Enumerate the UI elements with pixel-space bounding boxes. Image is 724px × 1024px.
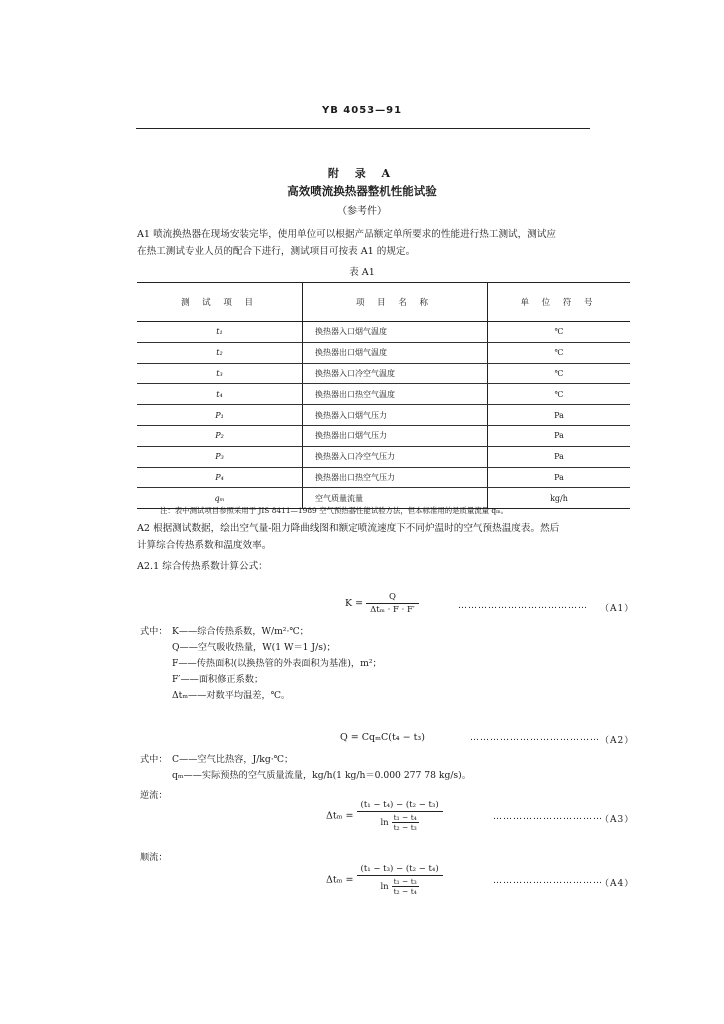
defs-a2-list (172, 752, 632, 784)
eq-a3-inner-num: t₁ − t₄ (393, 813, 417, 822)
table-row (137, 363, 630, 384)
eq-a1-denominator: Δtₘ · F · F′ (370, 605, 415, 615)
eq-a4-inner-den: t₂ − t₄ (393, 887, 417, 896)
header-test-item: 测 试 项 目 (137, 283, 303, 322)
eq-a1-numerator: Q (366, 592, 419, 604)
row-name: 换热器出口烟气温度 (303, 342, 488, 363)
eq-a3-lhs: Δtₘ = (326, 810, 354, 822)
def-item: Δtₘ——对数平均温差，℃。 (172, 690, 291, 701)
eq-a4-number: （A4） (600, 879, 635, 889)
eq-a4-denominator (357, 876, 443, 896)
a2-line-1: A2 根据测试数据，绘出空气量-阻力降曲线图和额定喷流速度下不同炉温时的空气预热温度表。然后 (137, 523, 560, 534)
eq-a4-fraction (357, 864, 443, 896)
row-unit: Pa (488, 405, 631, 426)
eq-a2-number: （A2） (600, 736, 635, 746)
eq-a4-inner-fraction (392, 877, 419, 896)
row-unit: Pa (488, 425, 631, 446)
table-note: 注：表中测试项目参照采用于 JIS 8411—1989 空气预热器性能试验方法，但本标准用的是质量流量 qₘ。 (160, 506, 509, 515)
eq-a4-numerator: (t₁ − t₃) − (t₂ − t₄) (357, 864, 443, 876)
row-unit: Pa (488, 446, 631, 467)
test-items-table (137, 282, 630, 509)
row-symbol: P₄ (137, 467, 303, 488)
row-name: 换热器入口冷空气温度 (303, 363, 488, 384)
doc-number: YB 4053—91 (321, 105, 403, 116)
a21-heading: A2.1 综合传热系数计算公式： (137, 561, 268, 572)
table-row (137, 342, 630, 363)
row-symbol: t₃ (137, 363, 303, 384)
row-name: 换热器入口烟气温度 (303, 322, 488, 343)
row-name: 换热器出口烟气压力 (303, 425, 488, 446)
eq-a3-inner-den: t₂ − t₃ (393, 823, 417, 832)
row-unit: Pa (488, 467, 631, 488)
row-unit: kg/h (488, 488, 631, 509)
equation-a1 (345, 592, 419, 615)
def-item: qₘ——实际预热的空气质量流量，kg/h(1 kg/h＝0.000 277 78 kg/s)。 (172, 770, 471, 781)
table-row (137, 384, 630, 405)
eq-a1-dots: ………………………………… (458, 601, 588, 611)
row-name: 换热器入口冷空气压力 (303, 446, 488, 467)
eq-a3-ln: ln (380, 817, 389, 828)
a1-line-2: 在热工测试专业人员的配合下进行，测试项目可按表 A1 的规定。 (137, 246, 416, 257)
a1-line-1: A1 喷流换热器在现场安装完毕，使用单位可以根据产品额定单所要求的性能进行热工测试，测试应 (137, 229, 557, 240)
header-item-name: 项 目 名 称 (303, 283, 488, 322)
appendix-subtitle: （参考件） (337, 206, 387, 217)
section-a1 (137, 226, 657, 260)
eq-a4-ln: ln (380, 881, 389, 892)
def-item: K——综合传热系数，W/m²·℃； (172, 626, 309, 637)
row-symbol: P₃ (137, 446, 303, 467)
def-item: C——空气比热容，J/kg·℃； (172, 754, 294, 765)
appendix-label: 附 录 A (327, 167, 397, 180)
equation-a4 (326, 864, 443, 896)
defs-a1-list (172, 624, 632, 704)
table-row (137, 322, 630, 343)
eq-a3-inner-fraction (392, 813, 419, 832)
eq-a4-dots: …………………………… (493, 876, 603, 886)
header-rule (136, 128, 590, 129)
header-unit: 单 位 符 号 (488, 283, 631, 322)
eq-a3-fraction (357, 800, 443, 832)
defs-a1-intro: 式中： (140, 626, 168, 637)
counterflow-label: 逆流： (140, 790, 168, 801)
eq-a3-number: （A3） (600, 815, 635, 825)
table-row (137, 467, 630, 488)
row-name: 换热器入口烟气压力 (303, 405, 488, 426)
table-header-row (137, 283, 630, 322)
def-item: F′——面积修正系数； (172, 674, 264, 685)
section-a2 (137, 520, 657, 554)
eq-a3-denominator (357, 812, 443, 832)
eq-a4-lhs: Δtₘ = (326, 874, 354, 886)
eq-a1-number: （A1） (600, 604, 635, 614)
row-symbol: qₘ (137, 488, 303, 509)
table-row (137, 446, 630, 467)
eq-a2-dots: ………………………………… (470, 733, 600, 743)
parallelflow-label: 顺流： (140, 852, 168, 863)
eq-a3-dots: …………………………… (493, 812, 603, 822)
table-row (137, 405, 630, 426)
equation-a2: Q = CqₘC(t₄ − t₃) (340, 732, 425, 743)
row-unit: ℃ (488, 363, 631, 384)
row-symbol: P₂ (137, 425, 303, 446)
def-item: Q——空气吸收热量，W(1 W＝1 J/s)； (172, 642, 336, 653)
row-symbol: P₁ (137, 405, 303, 426)
eq-a3-numerator: (t₁ − t₄) − (t₂ − t₃) (357, 800, 443, 812)
row-name: 换热器出口热空气压力 (303, 467, 488, 488)
defs-a2-intro: 式中： (140, 754, 168, 765)
row-unit: ℃ (488, 322, 631, 343)
table-caption: 表 A1 (349, 267, 375, 278)
def-item: F——传热面积(以换热管的外表面积为基准)，m²； (172, 658, 382, 669)
row-name: 换热器出口热空气温度 (303, 384, 488, 405)
a2-line-2: 计算综合传热系数和温度效率。 (137, 540, 272, 551)
eq-a4-inner-num: t₁ − t₃ (393, 877, 417, 886)
equation-a3 (326, 800, 443, 832)
row-symbol: t₂ (137, 342, 303, 363)
row-unit: ℃ (488, 342, 631, 363)
table-row (137, 425, 630, 446)
row-unit: ℃ (488, 384, 631, 405)
row-symbol: t₄ (137, 384, 303, 405)
eq-a1-lhs: K = (345, 598, 364, 609)
row-symbol: t₁ (137, 322, 303, 343)
eq-a1-fraction (366, 592, 419, 615)
row-name: 空气质量流量 (303, 488, 488, 509)
appendix-title: 高效喷流换热器整机性能试验 (287, 184, 437, 198)
